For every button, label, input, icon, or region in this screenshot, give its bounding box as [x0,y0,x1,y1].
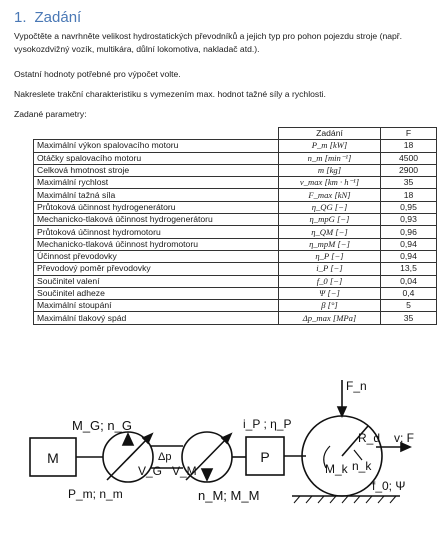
drive-scheme-diagram [0,370,448,560]
parameter-name-cell: Součinitel adheze [34,287,279,299]
parameter-value-cell: 0,96 [381,226,437,238]
parameter-symbol-cell: i_P [−] [279,263,381,275]
table-row [34,189,437,201]
generator-torque-speed-label: M_G; n_G [72,418,132,433]
parameter-name-cell: Mechanicko-tlaková účinnost hydromotoru [34,238,279,250]
parameters-table [33,127,437,325]
parameter-name-cell: Průtoková účinnost hydromotoru [34,226,279,238]
parameter-symbol-cell: η_mpM [−] [279,238,381,250]
wheel-speed-label: n_k [352,459,372,473]
rolling-adhesion-label: f_0; Ψ [372,479,406,493]
gearbox-label: P [260,449,270,465]
parameter-value-cell: 0,4 [381,287,437,299]
velocity-force-label: v; F [394,431,414,445]
traction-paragraph: Nakreslete trakční charakteristiku s vymezením max. hodnot tažné síly a rychlosti. [14,89,326,99]
other-values-paragraph: Ostatní hodnoty potřebné pro výpočet volte. [14,69,181,79]
parameter-name-cell: Otáčky spalovacího motoru [34,152,279,164]
table-row [34,287,437,299]
parameter-value-cell: 0,04 [381,275,437,287]
table-row [34,152,437,164]
table-row [34,250,437,262]
parameter-symbol-cell: m [kg] [279,164,381,176]
parameter-symbol-cell: n_m [min⁻¹] [279,152,381,164]
parameter-value-cell: 0,93 [381,214,437,226]
parameter-symbol-cell: η_mpG [−] [279,214,381,226]
parameter-name-cell: Maximální výkon spalovacího motoru [34,140,279,152]
parameter-name-cell: Průtoková účinnost hydrogenerátoru [34,201,279,213]
parameter-name-cell: Maximální stoupání [34,300,279,312]
table-header-row [34,128,437,140]
engine-label: M [47,450,59,466]
table-row [34,300,437,312]
parameter-symbol-cell: F_max [kN] [279,189,381,201]
parameter-name-cell: Maximální tlakový spád [34,312,279,324]
generator-arrow [123,434,133,445]
table-row [34,238,437,250]
parameter-name-cell: Převodový poměr převodovky [34,263,279,275]
table-row [34,226,437,238]
parameters-label: Zadané parametry: [14,109,87,119]
parameter-value-cell: 35 [381,177,437,189]
parameter-value-cell: 18 [381,189,437,201]
parameter-name-cell: Účinnost převodovky [34,250,279,262]
parameter-value-cell: 4500 [381,152,437,164]
parameter-symbol-cell: η_QM [−] [279,226,381,238]
gear-ratio-efficiency-label: i_P ; η_P [243,417,292,431]
parameter-symbol-cell: η_P [−] [279,250,381,262]
section-heading [14,9,81,26]
normal-force-arrowhead [338,407,346,416]
parameter-symbol-cell: β [°] [279,300,381,312]
parameter-symbol-cell: Ψ [−] [279,287,381,299]
parameter-value-cell: 0,95 [381,201,437,213]
table-row [34,201,437,213]
parameter-value-cell: 2900 [381,164,437,176]
parameter-symbol-cell: η_QG [−] [279,201,381,213]
parameter-name-cell: Maximální rychlost [34,177,279,189]
section-title: Zadání [34,9,82,26]
motor-speed-torque-label: n_M; M_M [198,488,260,503]
parameter-value-cell: 18 [381,140,437,152]
parameter-value-cell: 13,5 [381,263,437,275]
parameter-name-cell: Součinitel valení [34,275,279,287]
parameter-name-cell: Mechanicko-tlaková účinnost hydrogenerátoru [34,214,279,226]
parameter-value-cell: 0,94 [381,238,437,250]
parameter-value-cell: 0,94 [381,250,437,262]
wheel-torque-label: M_k [325,462,348,476]
generator-displacement-label: V_G [138,464,163,478]
normal-force-label: F_n [346,379,367,393]
table-row [34,275,437,287]
motor-displacement-label: V_M [172,464,197,478]
parameter-symbol-cell: v_max [km · h⁻¹] [279,177,381,189]
motor-arrow [202,469,212,480]
table-row [34,263,437,275]
parameter-value-cell: 35 [381,312,437,324]
table-header-cell [34,128,279,140]
table-header-cell: F [381,128,437,140]
engine-power-speed-label: P_m; n_m [68,487,123,501]
parameter-name-cell: Maximální tažná síla [34,189,279,201]
table-row [34,164,437,176]
parameter-symbol-cell: f_0 [−] [279,275,381,287]
parameter-value-cell: 5 [381,300,437,312]
section-number: 1. [14,9,27,26]
parameter-symbol-cell: Δp_max [MPa] [279,312,381,324]
table-row [34,140,437,152]
parameter-symbol-cell: P_m [kW] [279,140,381,152]
table-row [34,214,437,226]
pressure-drop-label: Δp [158,451,172,463]
table-row [34,312,437,324]
table-row [34,177,437,189]
dynamic-radius-label: R_d [358,431,381,445]
task-paragraph: Vypočtěte a navrhněte velikost hydrostatických převodníků a jejich typ pro pohon pojezdu stroje (např. vysokozdvižný vozík, multikára, důlní lokomotiva, nakladač atd.). [14,31,403,54]
table-header-cell: Zadání [279,128,381,140]
parameter-name-cell: Celková hmotnost stroje [34,164,279,176]
